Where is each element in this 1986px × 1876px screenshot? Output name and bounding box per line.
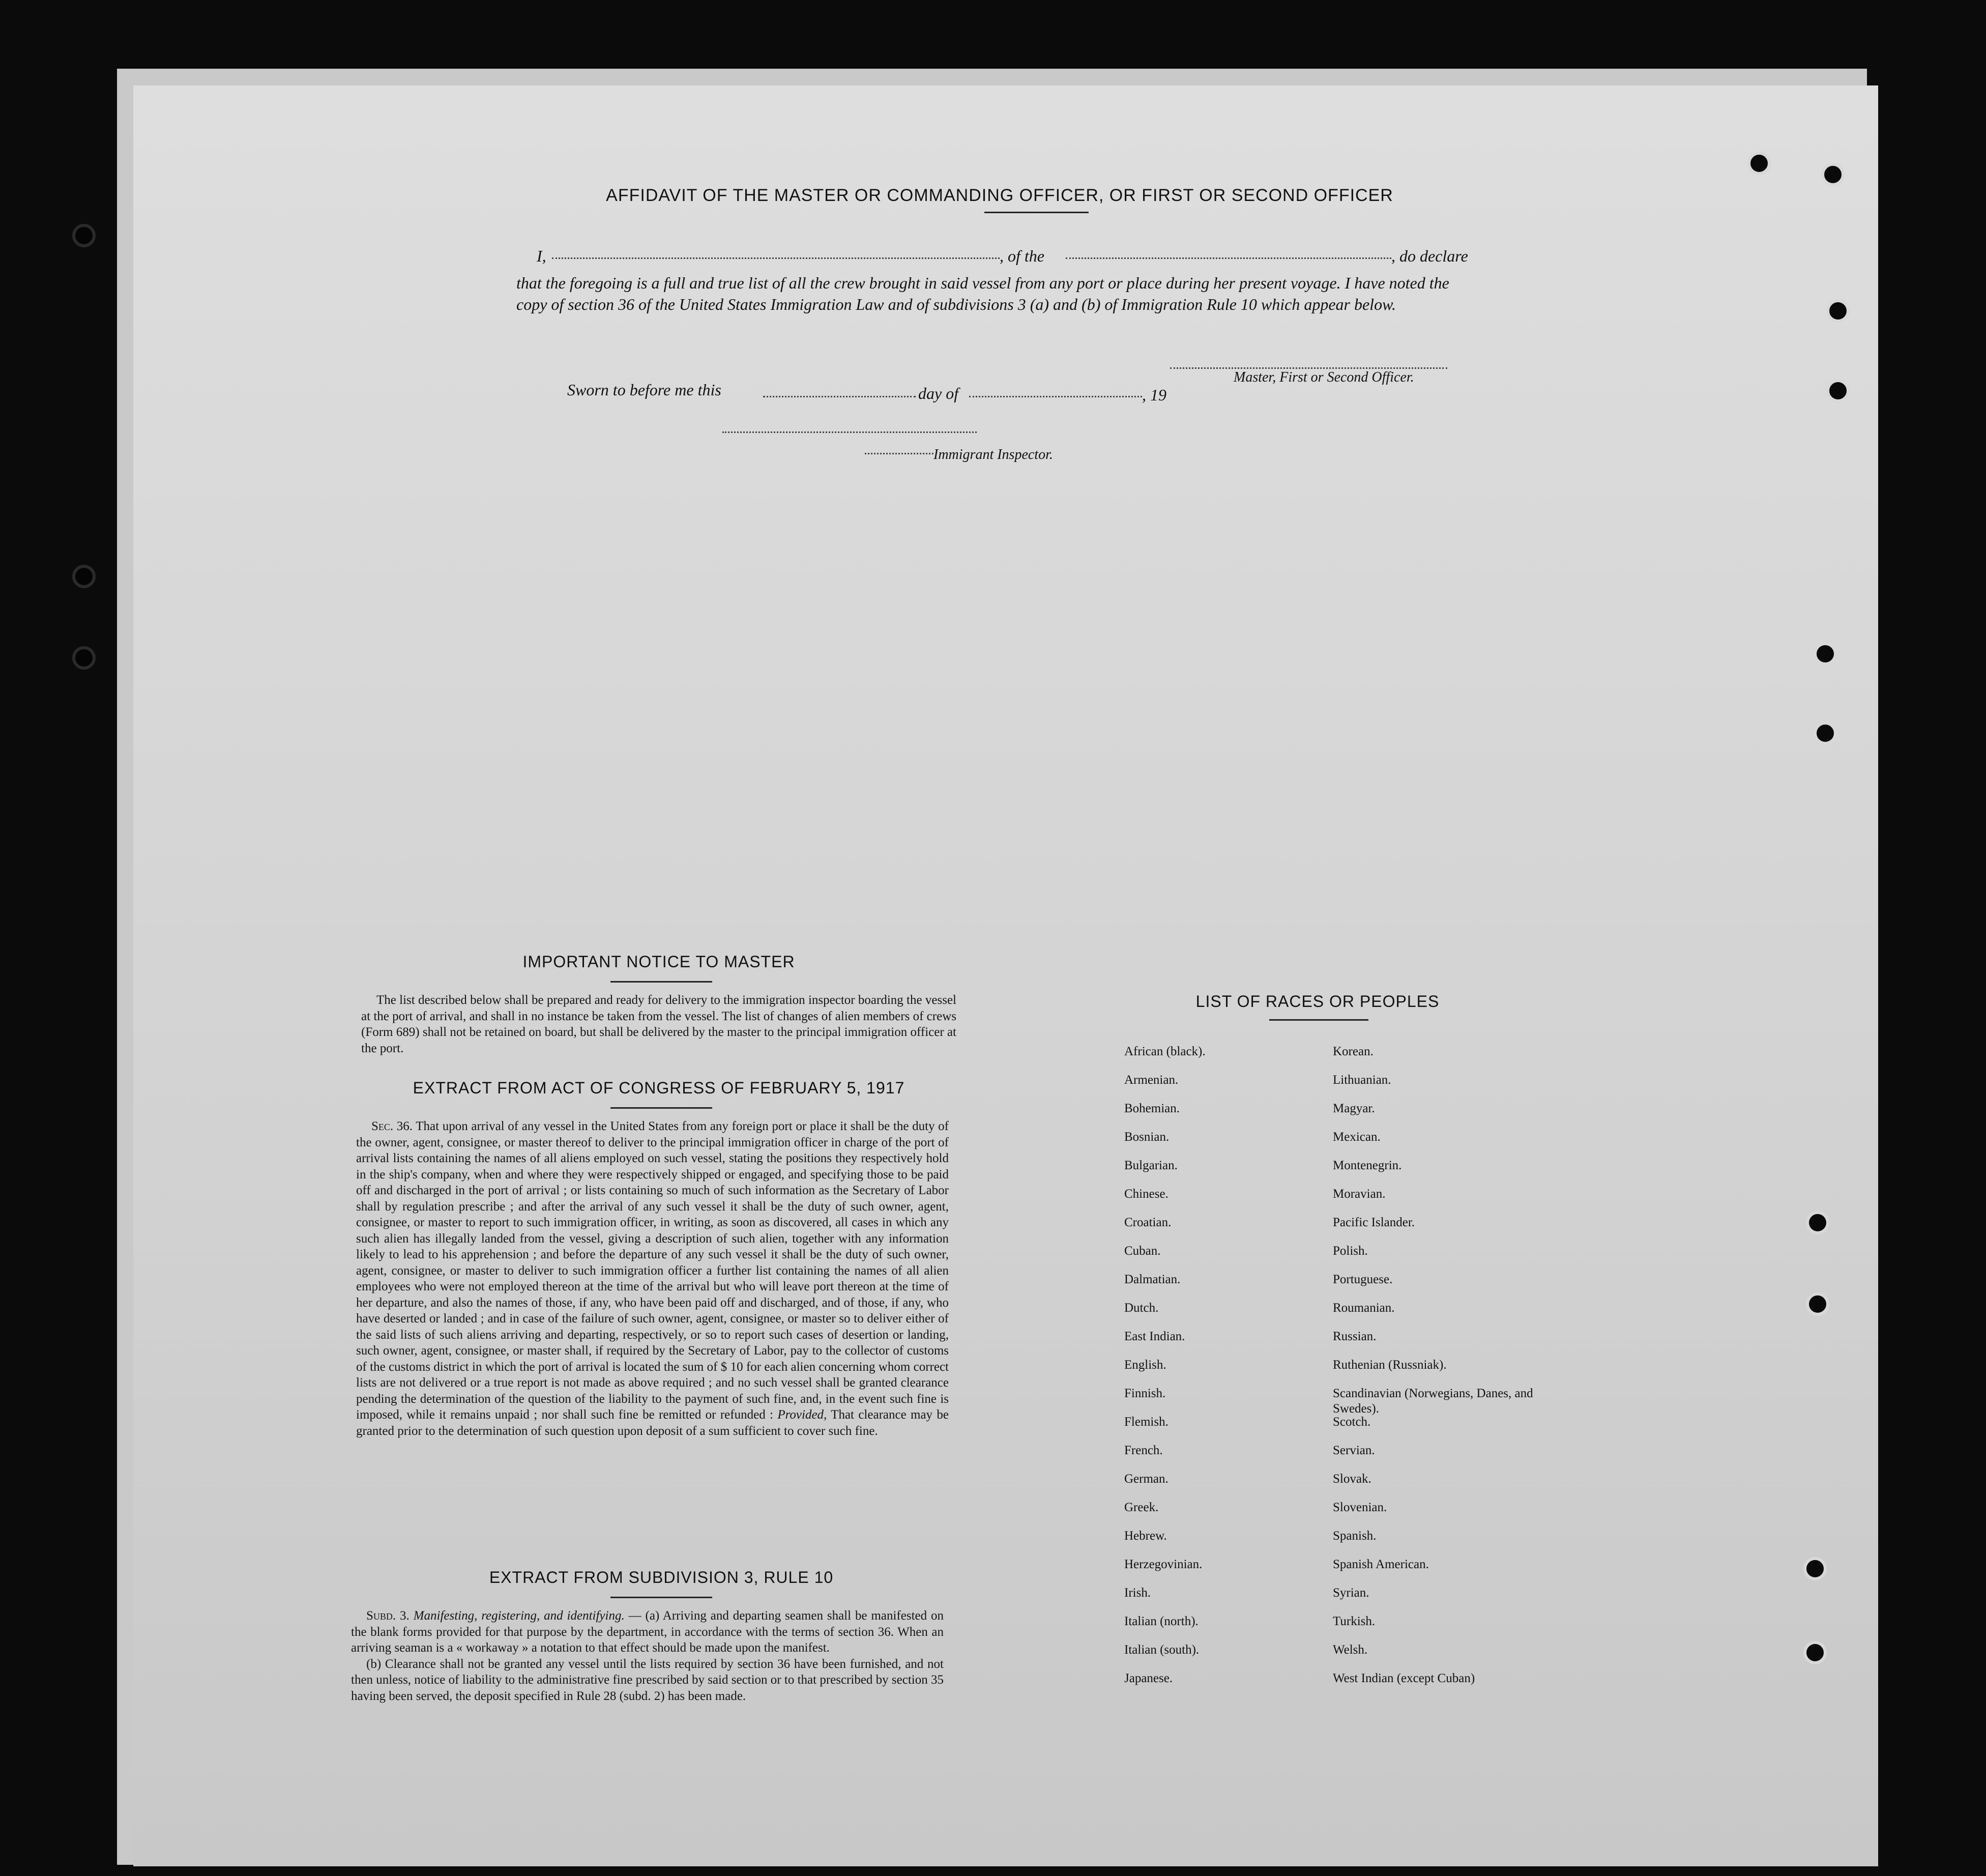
races-title: LIST OF RACES OR PEOPLES	[1195, 992, 1440, 1011]
race-item: Hebrew.	[1124, 1529, 1167, 1543]
binder-hole	[1806, 1292, 1829, 1316]
race-item: English.	[1124, 1358, 1166, 1372]
notice-paragraph: The list described below shall be prepared and ready for delivery to the immigration inspector boarding the vessel at the port of arrival, and shall in no instance be taken from the vessel. The list of changes of alien members of crews (Form 689) shall not be retained on board, but shall be delivered by the master to the principal immigration officer at the port.	[361, 993, 956, 1055]
race-item: Magyar.	[1333, 1102, 1375, 1115]
notice-underline	[610, 981, 712, 983]
race-item: Dalmatian.	[1124, 1273, 1181, 1286]
affidavit-body: that the foregoing is a full and true list of all the crew brought in said vessel from any port or place during her present voyage. I have noted the copy of section 36 of the United States Immigration Law and of subdivisions 3 (a) and (b) of Immigration Rule 10 which appear below.	[516, 274, 1449, 313]
race-item: Herzegovinian.	[1124, 1557, 1203, 1571]
binder-hole	[1821, 163, 1845, 186]
binder-hole	[1803, 1641, 1827, 1664]
act-section-label: Sec. 36.	[371, 1119, 413, 1133]
affidavit-of-the-label: , of the	[1000, 247, 1044, 265]
act-provided-label: Provided,	[777, 1408, 827, 1422]
race-item: West Indian (except Cuban)	[1333, 1671, 1475, 1685]
race-item: Italian (north).	[1124, 1614, 1199, 1628]
binder-hole	[72, 565, 96, 588]
day-of-label: day of	[918, 384, 959, 402]
master-signature-label: Master, First or Second Officer.	[1234, 369, 1414, 385]
rule10-text	[351, 1608, 944, 1704]
race-item: Spanish.	[1333, 1529, 1377, 1543]
binder-hole	[1747, 152, 1771, 175]
race-item: Italian (south).	[1124, 1643, 1200, 1657]
race-item: East Indian.	[1124, 1330, 1185, 1343]
notice-title: IMPORTANT NOTICE TO MASTER	[522, 953, 795, 971]
race-item: Finnish.	[1124, 1387, 1166, 1400]
act-section-text-end: That clearance may be granted prior to the determination of such question upon deposit of a sum sufficient to cover such fine.	[356, 1408, 949, 1438]
inspector-signature-field[interactable]	[722, 431, 977, 433]
race-item: Turkish.	[1333, 1614, 1376, 1628]
race-item: Bulgarian.	[1124, 1159, 1178, 1172]
race-item: Armenian.	[1124, 1073, 1179, 1087]
race-item: Russian.	[1333, 1330, 1377, 1343]
declarant-name-field[interactable]	[552, 257, 1000, 259]
vessel-name-field[interactable]	[1066, 257, 1391, 259]
title-underline	[984, 212, 1089, 213]
race-item: Roumanian.	[1333, 1301, 1395, 1315]
race-item: German.	[1124, 1472, 1169, 1486]
binder-hole	[72, 224, 96, 247]
race-item: Portuguese.	[1333, 1273, 1393, 1286]
rule10-text-b: (b) Clearance shall not be granted any vessel until the lists required by section 36 have been furnished, and not then unless, notice of liability to the administrative fine prescribed by said section or to that prescribed by section 35 having been served, the deposit specified in Rule 28 (subd. 2) has been made.	[351, 1657, 944, 1703]
race-item: Mexican.	[1333, 1130, 1381, 1144]
year-label: , 19	[1142, 386, 1166, 404]
race-item: Croatian.	[1124, 1216, 1172, 1229]
binder-hole	[1826, 379, 1850, 402]
race-item: Bohemian.	[1124, 1102, 1180, 1115]
race-item: Welsh.	[1333, 1643, 1368, 1657]
race-item: Polish.	[1333, 1244, 1368, 1258]
race-item: Servian.	[1333, 1444, 1375, 1457]
notice-text	[361, 992, 956, 1056]
race-item: Scandinavian (Norwegians, Danes, and Swedes).	[1333, 1387, 1533, 1416]
race-item: Slovenian.	[1333, 1500, 1387, 1514]
race-item: Syrian.	[1333, 1586, 1369, 1600]
sworn-month-field[interactable]	[969, 396, 1142, 397]
rule10-text-a: — (a) Arriving and departing seamen shall be manifested on the blank forms provided for that purpose by the department, in accordance with the terms of section 36. When an arriving seaman is a « workaway » a notation to that effect should be made upon the manifest.	[351, 1609, 944, 1655]
race-item: Dutch.	[1124, 1301, 1159, 1315]
races-column-2	[1333, 1044, 1546, 1699]
form-sheet	[133, 85, 1878, 1866]
act-section-text: That upon arrival of any vessel in the United States from any foreign port or place it shall be the duty of the owner, agent, consignee, or master thereof to deliver to the principal immigration officer in charge of the port of arrival lists containing the names of all aliens employed on such vessel, stating the positions they respectively hold in the ship's company, when and where they were respectively shipped or engaged, and specifying those to be paid off and discharged in the port of arrival ; or lists containing so much of such information as the Secretary of Labor shall by regulation prescribe ; and after the arrival of any such vessel it shall be the duty of such owner, agent, consignee, or master to report to such immigration officer, in writing, as soon as discovered, all cases in which any such alien has illegally landed from the vessel, giving a description of such alien, together with any information likely to lead to his apprehension ; and before the departure of any such vessel it shall be the duty of such owner, agent, consignee, or master to deliver to such immigration officer a further list containing the names of all alien employees who were not employed thereon at the time of the arrival but who will leave port thereon at the time of her departure, and also the names of those, if any, who have been paid off and discharged, and of those, if any, who have deserted or landed ; and in case of the failure of such owner, agent, consignee, or master so to deliver either of the said lists of such aliens arriving and departing, respectively, or so to report such cases of desertion or landing, such owner, agent, consignee, or master shall, if required by the Secretary of Labor, pay to the collector of customs of the customs district in which the port of arrival is located the sum of $ 10 for each alien concerning whom correct lists are not delivered or a true report is not made as above required ; and no such vessel shall be granted clearance pending the determination of the question of the liability to the payment of such fine, and, in the event such fine is imposed, while it remains unpaid ; nor shall such fine be remitted or refunded :	[356, 1119, 949, 1422]
race-item: Bosnian.	[1124, 1130, 1170, 1144]
rule10-subd-label: Subd. 3.	[366, 1609, 410, 1623]
rule10-underline	[610, 1597, 712, 1598]
affidavit-title: AFFIDAVIT OF THE MASTER OR COMMANDING OFFICER, OR FIRST OR SECOND OFFICER	[606, 186, 1393, 205]
bleed-through-text	[305, 483, 916, 499]
act-underline	[610, 1107, 712, 1109]
races-column-1	[1124, 1044, 1328, 1699]
act-text	[356, 1118, 949, 1439]
race-item: Chinese.	[1124, 1187, 1169, 1201]
binder-hole	[1814, 642, 1837, 666]
sworn-day-field[interactable]	[763, 396, 916, 397]
race-item: Korean.	[1333, 1045, 1374, 1058]
binder-hole	[72, 646, 96, 670]
race-item: Greek.	[1124, 1500, 1159, 1514]
race-item: Irish.	[1124, 1586, 1151, 1600]
race-item: Cuban.	[1124, 1244, 1161, 1258]
inspector-signature-dots	[865, 453, 933, 454]
affidavit-i-label: I,	[537, 247, 546, 265]
rule10-title: EXTRACT FROM SUBDIVISION 3, RULE 10	[489, 1568, 834, 1586]
race-item: African (black).	[1124, 1045, 1206, 1058]
race-item: Flemish.	[1124, 1415, 1169, 1429]
binder-hole	[1814, 721, 1837, 745]
race-item: Slovak.	[1333, 1472, 1371, 1486]
race-item: Scotch.	[1333, 1415, 1371, 1429]
race-item: Japanese.	[1124, 1671, 1173, 1685]
sworn-label: Sworn to before me this	[567, 381, 721, 399]
binder-hole	[1826, 299, 1850, 323]
affidavit-declare-label: , do declare	[1391, 247, 1468, 265]
race-item: Lithuanian.	[1333, 1073, 1391, 1087]
binder-hole	[1803, 1557, 1827, 1580]
rule10-subd-heading: Manifesting, registering, and identifying.	[413, 1609, 625, 1623]
race-item: French.	[1124, 1444, 1163, 1457]
inspector-label: Immigrant Inspector.	[933, 447, 1053, 463]
race-item: Pacific Islander.	[1333, 1216, 1415, 1229]
race-item: Ruthenian (Russniak).	[1333, 1358, 1447, 1372]
race-item: Montenegrin.	[1333, 1159, 1402, 1172]
act-title: EXTRACT FROM ACT OF CONGRESS OF FEBRUARY 5, 1917	[413, 1079, 905, 1097]
master-signature-field[interactable]	[1170, 367, 1447, 369]
race-item: Spanish American.	[1333, 1557, 1429, 1571]
race-item: Moravian.	[1333, 1187, 1386, 1201]
binder-hole	[1806, 1211, 1829, 1234]
races-underline	[1269, 1019, 1368, 1021]
